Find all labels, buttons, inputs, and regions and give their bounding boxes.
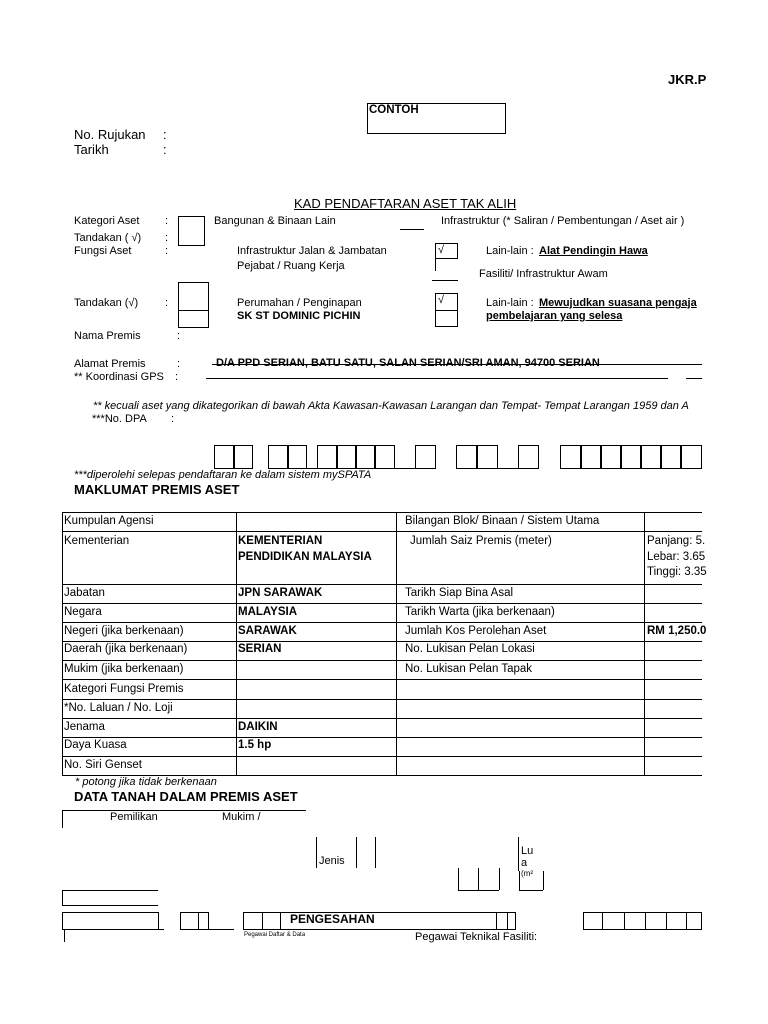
function-checkbox-other-1[interactable] [435, 243, 458, 259]
exclusion-note: ** kecuali aset yang dikategorikan di bawah Akta Kawasan-Kawasan Larangan dan Tempat- Tempat Larangan 1959 dan A [93, 400, 689, 412]
other-label-1: Lain-lain : [486, 245, 534, 257]
land-section-title: DATA TANAH DALAM PREMIS ASET [74, 789, 298, 804]
area-label: Lu [521, 845, 534, 857]
registrar-label: Pegawai Daftar & Data [244, 932, 306, 938]
row-label: Daerah (jika berkenaan) [64, 643, 188, 655]
address-line [212, 364, 702, 365]
office-option: Pejabat / Ruang Kerja [237, 260, 345, 272]
row-label2: Tarikh Warta (jika berkenaan) [405, 606, 555, 618]
type-label: Jenis [319, 855, 345, 867]
row-label2: Bilangan Blok/ Binaan / Sistem Utama [405, 515, 600, 527]
divider [435, 259, 436, 271]
row-label2: Tarikh Siap Bina Asal [405, 587, 514, 599]
row-value: SERIAN [238, 643, 282, 655]
function-checkbox-group[interactable] [178, 282, 209, 328]
date-label: Tarikh [74, 142, 109, 157]
row-label: Daya Kuasa [64, 739, 127, 751]
row-label: Kumpulan Agensi [64, 515, 154, 527]
row-value: PENDIDIKAN MALAYSIA [238, 551, 372, 563]
date-colon: : [163, 142, 167, 157]
mark-label-2: Tandakan (√) [74, 297, 139, 309]
size-width: Lebar: 3.65 [647, 551, 706, 563]
row-label: Kementerian [64, 535, 130, 547]
school-name: SK ST DOMINIC PICHIN [237, 310, 361, 322]
size-length: Panjang: 5. [647, 535, 706, 547]
housing-option: Perumahan / Penginapan [237, 297, 362, 309]
table-footnote: * potong jika tidak berkenaan [75, 776, 217, 788]
colon: : [177, 330, 181, 342]
mark-label: Tandakan ( √) [74, 232, 142, 244]
check-mark: √ [438, 294, 445, 306]
row-label: Negara [64, 606, 102, 618]
other-value-1: Alat Pendingin Hawa [539, 245, 648, 257]
gps-label: ** Koordinasi GPS [74, 371, 164, 383]
row-value: JPN SARAWAK [238, 587, 323, 599]
row-label: No. Siri Genset [64, 759, 142, 771]
gps-line-end [686, 378, 702, 379]
row-value2: RM 1,250.0 [647, 625, 707, 637]
divider [178, 310, 209, 311]
row-label: *No. Laluan / No. Loji [64, 702, 173, 714]
row-value: DAIKIN [238, 721, 278, 733]
gps-line [206, 378, 668, 379]
ref-label: No. Rujukan [74, 127, 146, 142]
sample-label: CONTOH [369, 104, 419, 116]
address-value: D/A PPD SERIAN, BATU SATU, SALAN SERIAN/SRI AMAN, 94700 SERIAN [216, 357, 600, 369]
colon: : [165, 232, 169, 244]
road-option: Infrastruktur Jalan & Jambatan [237, 245, 387, 257]
category-checkbox-building[interactable] [178, 216, 205, 246]
asset-category-label: Kategori Aset [74, 215, 140, 227]
row-value: 1.5 hp [238, 739, 272, 751]
dpa-note: ***diperolehi selepas pendaftaran ke dalam sistem mySPATA [74, 469, 372, 481]
infra-option: Infrastruktur (* Saliran / Pembentungan / Aset air ) [441, 215, 685, 227]
other-value-2a: Mewujudkan suasana pengaja [539, 297, 697, 309]
infra-blank [400, 229, 424, 230]
address-label: Alamat Premis [74, 358, 146, 370]
row-value: SARAWAK [238, 625, 297, 637]
ownership-label: Pemilikan [110, 811, 158, 823]
row-label2: Jumlah Saiz Premis (meter) [410, 535, 552, 547]
row-label: Mukim (jika berkenaan) [64, 663, 184, 675]
row-value: KEMENTERIAN [238, 535, 323, 547]
public-blank [432, 280, 458, 281]
row-label2: No. Lukisan Pelan Lokasi [405, 643, 535, 655]
check-mark: √ [438, 244, 445, 256]
function-label: Fungsi Aset [74, 245, 132, 257]
row-label2: Jumlah Kos Perolehan Aset [405, 625, 547, 637]
row-label: Kategori Fungsi Premis [64, 683, 184, 695]
row-label: Negeri (jika berkenaan) [64, 625, 184, 637]
ref-colon: : [163, 127, 167, 142]
form-title: KAD PENDAFTARAN ASET TAK ALIH [294, 196, 517, 211]
row-label2: No. Lukisan Pelan Tapak [405, 663, 533, 675]
colon: : [165, 297, 169, 309]
row-label: Jabatan [64, 587, 105, 599]
colon: : [171, 413, 175, 425]
building-option: Bangunan & Binaan Lain [214, 215, 336, 227]
mukim-label: Mukim / [222, 811, 261, 823]
form-code: JKR.P [668, 72, 707, 87]
row-value: MALAYSIA [238, 606, 297, 618]
area-label: (m² [521, 869, 533, 878]
public-facility-option: Fasiliti/ Infrastruktur Awam [479, 268, 608, 280]
dpa-label: ***No. DPA [92, 413, 147, 425]
divider [435, 310, 458, 311]
row-label: Jenama [64, 721, 105, 733]
colon: : [165, 215, 169, 227]
validation-title: PENGESAHAN [290, 912, 375, 926]
info-section-title: MAKLUMAT PREMIS ASET [74, 482, 240, 497]
colon: : [165, 245, 169, 257]
area-label: a [521, 857, 528, 869]
technical-officer-label: Pegawai Teknikal Fasiliti: [415, 931, 538, 943]
colon: : [177, 358, 181, 370]
premise-name-label: Nama Premis [74, 330, 141, 342]
size-height: Tinggi: 3.35 [647, 566, 707, 578]
sample-box [367, 103, 506, 134]
colon: : [175, 371, 179, 383]
other-value-2b: pembelajaran yang selesa [486, 310, 623, 322]
other-label-2: Lain-lain : [486, 297, 534, 309]
